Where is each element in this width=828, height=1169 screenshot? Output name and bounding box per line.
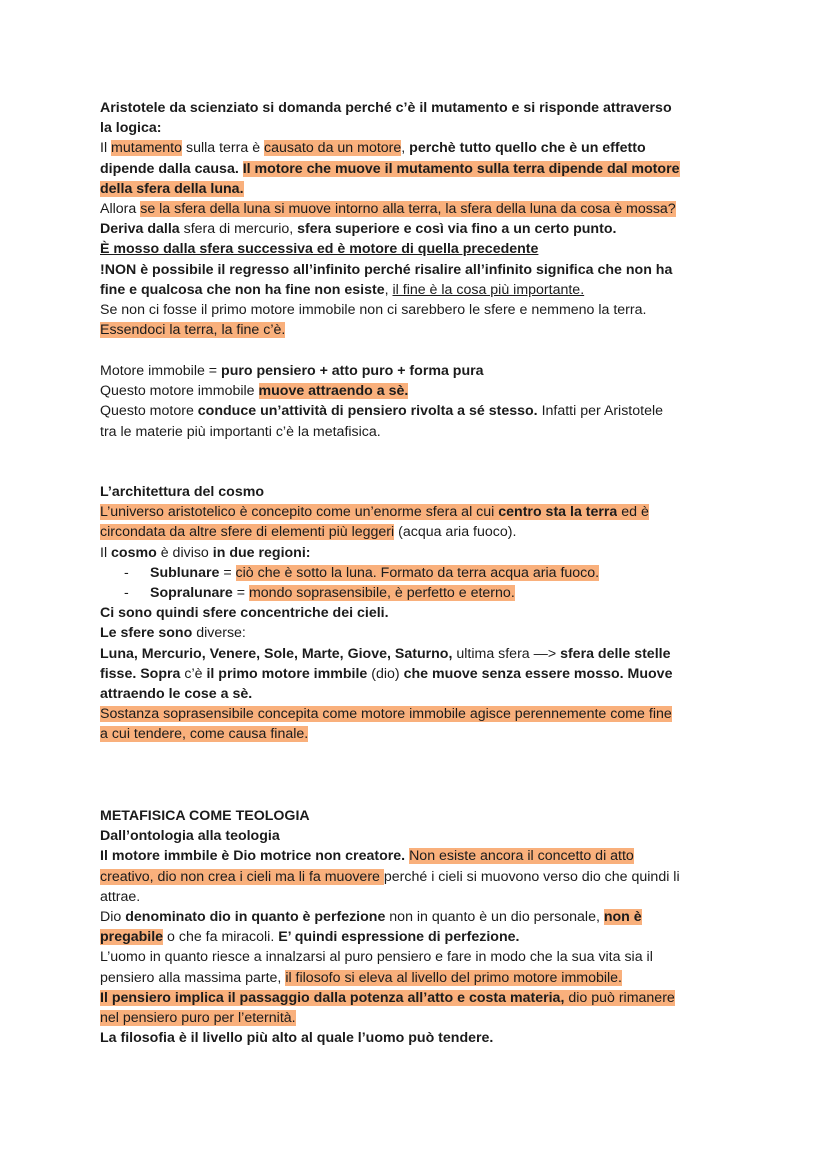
list-item: - Sopralunare = mondo soprasensibile, è perfetto e eterno.	[100, 583, 740, 603]
text-line: Questo motore conduce un’attività di pensiero rivolta a sé stesso. Infatti per Aristotele	[100, 403, 664, 420]
text-line: la logica:	[100, 120, 162, 137]
text-line: tra le materie più importanti c’è la metafisica.	[100, 423, 381, 440]
text-line: a cui tendere, come causa finale.	[100, 726, 309, 743]
text-line: È mosso dalla sfera successiva ed è motore di quella precedente	[100, 241, 539, 258]
text-line: della sfera della luna.	[100, 180, 244, 197]
section-heading: METAFISICA COME TEOLOGIA	[100, 808, 310, 824]
section-subheading: Dall’ontologia alla teologia	[100, 828, 280, 845]
section-metafisica-teologia	[100, 806, 740, 1048]
text-line: Il pensiero implica il passaggio dalla potenza all’atto e costa materia, dio può rimanere	[100, 989, 675, 1006]
text-line: Aristotele da scienziato si domanda perché c’è il mutamento e si risponde attraverso	[100, 100, 672, 116]
text-line: Essendoci la terra, la fine c’è.	[100, 322, 286, 339]
text-line: Il cosmo è diviso in due regioni:	[100, 544, 311, 561]
section-motore-immobile	[100, 361, 740, 442]
text-line: nel pensiero puro per l’eternità.	[100, 1010, 296, 1027]
text-line: Questo motore immobile muove attraendo a sè.	[100, 383, 409, 400]
text-line: Se non ci fosse il primo motore immobile non ci sarebbero le sfere e nemmeno la terra.	[100, 302, 647, 319]
section-architettura-cosmo	[100, 482, 740, 745]
text-line: Il mutamento sulla terra è causato da un motore, perchè tutto quello che è un effetto	[100, 140, 646, 157]
text-line: Allora se la sfera della luna si muove intorno alla terra, la sfera della luna da cosa è mossa?	[100, 201, 676, 218]
text-line: creativo, dio non crea i cieli ma li fa muovere perché i cieli si muovono verso dio che quindi li	[100, 868, 680, 885]
text-line: Motore immobile = puro pensiero + atto puro + forma pura	[100, 363, 484, 379]
list-item: - Sublunare = ciò che è sotto la luna. Formato da terra acqua aria fuoco.	[100, 563, 740, 583]
text-line: fine e qualcosa che non ha fine non esiste, il fine è la cosa più importante.	[100, 281, 585, 298]
text-line: circondata da altre sfere di elementi più leggeri (acqua aria fuoco).	[100, 524, 517, 541]
bullet-dash: -	[124, 585, 129, 602]
text-line: Dio denominato dio in quanto è perfezione non in quanto è un dio personale, non è	[100, 909, 642, 926]
text-line: La filosofia è il livello più alto al quale l’uomo può tendere.	[100, 1030, 494, 1047]
bullet-dash: -	[124, 564, 129, 581]
text-line: L’universo aristotelico è concepito come un’enorme sfera al cui centro sta la terra ed è	[100, 504, 649, 521]
section-mutamento	[100, 98, 740, 340]
text-line: Le sfere sono diverse:	[100, 625, 246, 642]
text-line: fisse. Sopra c’è il primo motore immbile (dio) che muove senza essere mosso. Muove	[100, 665, 673, 682]
text-line: pensiero alla massima parte, il filosofo si eleva al livello del primo motore immobile.	[100, 969, 623, 986]
text-line: pregabile o che fa miracoli. E’ quindi espressione di perfezione.	[100, 929, 520, 946]
text-line: Sostanza soprasensibile concepita come motore immobile agisce perennemente come fine	[100, 706, 672, 723]
section-heading: L’architettura del cosmo	[100, 484, 264, 500]
text-line: L’uomo in quanto riesce a innalzarsi al puro pensiero e fare in modo che la sua vita sia il	[100, 949, 653, 966]
text-line: Ci sono quindi sfere concentriche dei cieli.	[100, 605, 389, 622]
text-line: Luna, Mercurio, Venere, Sole, Marte, Giove, Saturno, ultima sfera —> sfera delle stelle	[100, 645, 671, 662]
text-line: attraendo le cose a sè.	[100, 686, 253, 703]
text-line: dipende dalla causa. Il motore che muove il mutamento sulla terra dipende dal motore	[100, 160, 680, 177]
text-line: Deriva dalla sfera di mercurio, sfera superiore e così via fino a un certo punto.	[100, 221, 617, 238]
text-line: attrae.	[100, 888, 141, 905]
text-line: !NON è possibile il regresso all’infinito perché risalire all’infinito significa che non ha	[100, 261, 673, 278]
text-line: Il motore immbile è Dio motrice non creatore. Non esiste ancora il concetto di atto	[100, 848, 634, 865]
